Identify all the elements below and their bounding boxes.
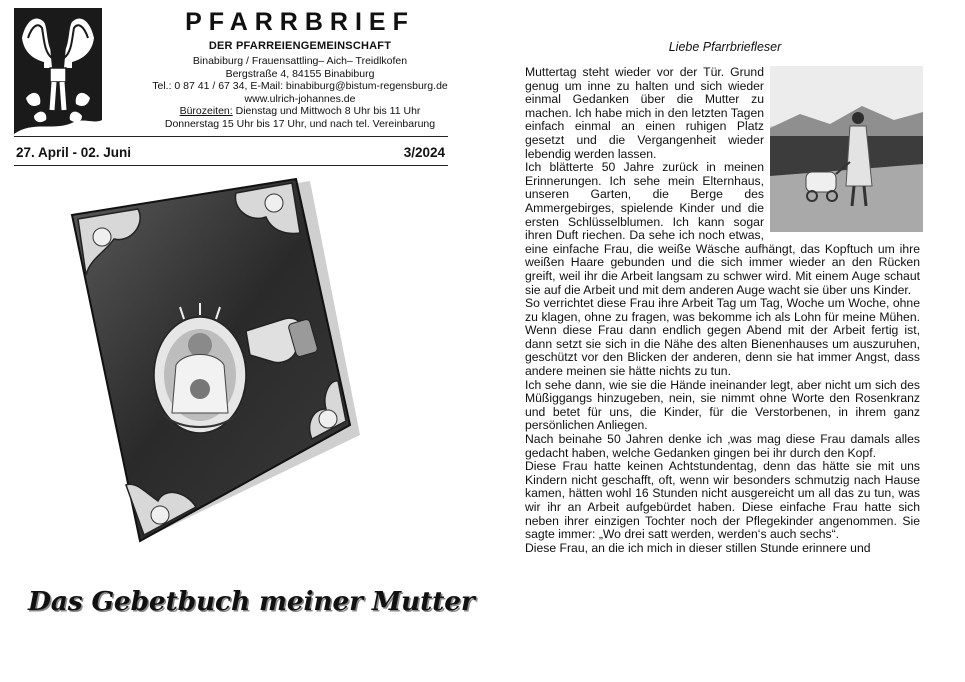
cover-title: Das Gebetbuch meiner Mutter xyxy=(28,586,475,617)
mother-with-pram-photo xyxy=(770,66,923,232)
article-paragraph: So verrichtet diese Frau ihre Arbeit Tag um Tag, Woche um Woche, ohne zu klagen, ohne zu fragen, was bekomme ich als Lohn für meine Mühen. Wenn diese Frau dann endlich gegen Abend mit der Arbeit fertig ist, dann setzt sie sich in die Nähe des alten Bienenhauses um auszuruhen, geschützt vor den Blicken der anderen, denn sie hat immer Angst, dass andere meinen sie hätte nichts zu tun. xyxy=(525,296,920,379)
article-paragraph: Nach beinahe 50 Jahren denke ich ‚was mag diese Frau damals alles gedacht haben, welche Gedanken gingen bei ihr durch den Kopf. xyxy=(525,432,920,460)
article-paragraph: Ich blätterte 50 Jahre zurück in meinen Erinnerungen. Ich sehe mein Elternhaus, unseren Garten, die Berge des Ammergebirges, spielende Kinder und die ersten Schlüsselblumen. Ich kann sogar ihren Duft riechen. Da sehe ich noch etwas, eine einfache Frau, die weiße Wäsche aufhängt, das Kopftuch um ihre weißen Haare gebunden und die sich immer wieder an den Rücken greift, weil ihr die Arbeit langsam zu schwer wird. Mit einem Auge schaut sie auf die Arbeit und mit dem anderen Auge wacht sie über uns Kinder. xyxy=(525,160,920,297)
article-paragraph: Diese Frau hatte keinen Achtstundentag, denn das hätte sie mit uns Kindern nicht geschafft, oft, wenn wir besonders schmutzig nach Hause kamen, hätten wohl 16 Stunden nicht ausgereicht um all das zu tun, was wir ihr an Arbeit aufgebürdet haben. Diese einfache Frau hatte sich neben ihrer einzigen Tochter noch der Pflegekinder angenommen. Sie sagte immer: „Wo drei satt werden, werden‘s auch sechs“. xyxy=(525,459,920,542)
address-block xyxy=(120,55,480,131)
article-paragraph: Ich sehe dann, wie sie die Hände ineinander legt, aber nicht um sich des Müßiggangs hinzugeben, nein, sie nimmt ohne Worte den Rosenkranz und betet für uns, die Kinder, für die Verstorbenen, in ihrem ganz persönlichen Anliegen. xyxy=(525,377,920,433)
header-divider-top xyxy=(14,136,448,137)
contact-line: Tel.: 0 87 41 / 67 34, E-Mail: binabiburg@bistum-regensburg.de xyxy=(152,80,448,93)
newsletter-title: PFARRBRIEF xyxy=(185,8,415,36)
issue-date-range: 27. April - 02. Juni xyxy=(16,145,132,160)
crucifix-logo-icon xyxy=(14,8,102,134)
issue-number: 3/2024 xyxy=(403,145,445,160)
prayer-book-image xyxy=(60,175,390,545)
office-hours-days: Dienstag und Mittwoch 8 Uhr bis 11 Uhr xyxy=(232,105,421,118)
parish-community-subtitle: DER PFARREIENGEMEINSCHAFT xyxy=(208,40,392,52)
office-hours-label: Bürozeiten: xyxy=(179,105,233,118)
header-divider-bottom xyxy=(14,165,448,166)
article-paragraph: Muttertag steht wieder vor der Tür. Grund genug um inne zu halten und sich wieder einmal Gedanken über die Mutter zu machen. Ich habe mich in den letzten Tagen einfach einmal an einen ruhigen Platz gesetzt und die Vergangenheit wieder lebendig werden lassen. xyxy=(525,65,764,161)
website-link[interactable]: www.ulrich-johannes.de xyxy=(244,92,356,105)
office-hours-line-1 xyxy=(120,105,480,118)
parish-list: Binabiburg / Frauensattling– Aich– Treidlkofen xyxy=(192,55,408,67)
article-body xyxy=(525,66,920,555)
article-paragraph: Diese Frau, an die ich mich in dieser stillen Stunde erinnere und xyxy=(525,540,871,555)
article-greeting: Liebe Pfarrbriefleser xyxy=(668,40,782,54)
office-hours-line-2: Donnerstag 15 Uhr bis 17 Uhr, und nach tel. Vereinbarung xyxy=(164,117,436,130)
street-address: Bergstraße 4, 84155 Binabiburg xyxy=(225,67,375,80)
